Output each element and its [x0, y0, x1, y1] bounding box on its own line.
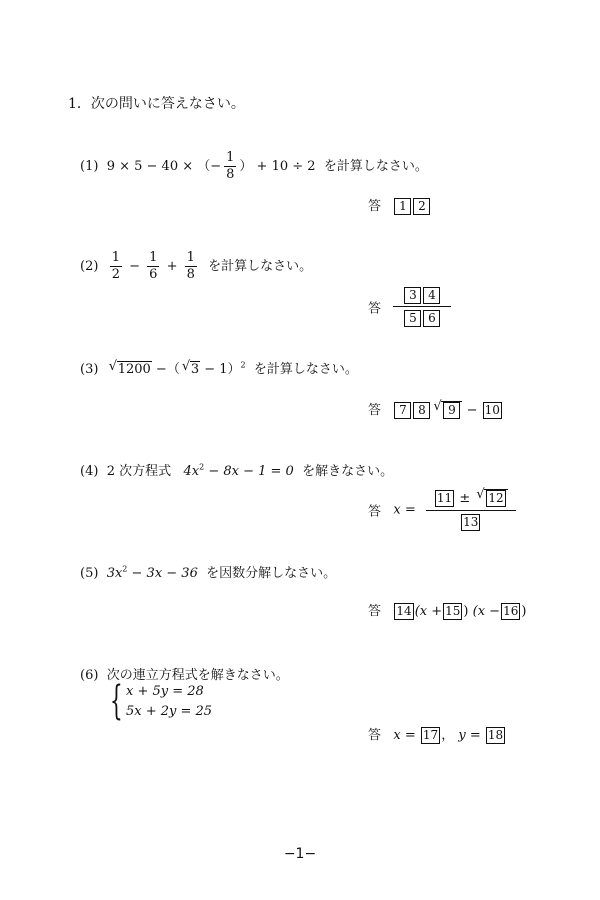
denominator: 6 — [149, 267, 158, 282]
answer-box-3[interactable]: 3 — [404, 287, 421, 304]
square-root — [182, 361, 200, 377]
radical-sign: √ — [108, 359, 117, 374]
answer-lhs: x = — [393, 502, 416, 518]
equation-part: 3x — [106, 566, 123, 581]
answer-box-8[interactable]: 8 — [413, 402, 430, 419]
instruction: 次の連立方程式を解きなさい。 — [106, 668, 289, 683]
question-number: (2) — [80, 259, 99, 274]
separator: ， — [441, 728, 455, 743]
answer-box-6[interactable]: 6 — [423, 310, 440, 327]
answer-label: 答 — [368, 504, 382, 520]
fraction-1 — [110, 250, 122, 283]
square-root — [433, 401, 462, 419]
operator: − — [466, 403, 478, 418]
answer-box-1[interactable]: 1 — [394, 198, 411, 215]
denominator: 8 — [186, 267, 195, 282]
answer-box-12[interactable]: 12 — [488, 491, 504, 505]
expression-part: 9 × 5 − 40 × （− — [106, 159, 222, 174]
instruction: を計算しなさい。 — [208, 259, 313, 274]
factor-close: ) — [521, 604, 527, 619]
answer-1 — [368, 195, 431, 215]
equation-part: 4x — [183, 464, 200, 479]
answer-6 — [368, 724, 506, 744]
answer-box-16[interactable]: 16 — [503, 604, 519, 618]
answer-box-11[interactable]: 11 — [436, 491, 453, 505]
question-3 — [80, 358, 358, 377]
expression-part: ） + 10 ÷ 2 — [239, 159, 316, 174]
answer-box-10[interactable]: 10 — [484, 403, 500, 417]
page-number: −1− — [283, 846, 317, 862]
answer-label: 答 — [368, 728, 382, 743]
x-label: x = — [393, 728, 416, 743]
answer-box-9[interactable]: 9 — [443, 402, 460, 419]
answer-fraction — [426, 489, 516, 531]
system-equation-1: x + 5y = 28 — [126, 684, 204, 699]
instruction: を因数分解しなさい。 — [206, 566, 337, 581]
radicand — [484, 489, 507, 507]
question-5 — [80, 562, 336, 581]
answer-label: 答 — [368, 301, 382, 317]
system-brace: { — [110, 678, 123, 724]
exponent: 2 — [240, 360, 246, 370]
equation-part: − 8x − 1 = 0 — [204, 464, 294, 479]
answer-3 — [368, 399, 503, 419]
numerator: 1 — [111, 250, 120, 265]
answer-box-15[interactable]: 15 — [445, 604, 461, 618]
operator: + — [166, 259, 178, 274]
answer-fraction — [393, 287, 451, 327]
exponent: 2 — [122, 564, 128, 574]
denominator: 2 — [111, 267, 120, 282]
numerator: 1 — [186, 250, 195, 265]
question-4 — [80, 460, 393, 479]
problem-title: 1．次の問いに答えなさい。 — [68, 96, 245, 112]
fraction-3 — [185, 250, 197, 283]
answer-box-2[interactable]: 2 — [413, 198, 430, 215]
answer-box-17[interactable]: 17 — [422, 728, 439, 742]
instruction: を解きなさい。 — [302, 464, 394, 479]
radicand — [441, 401, 462, 419]
denominator — [426, 510, 516, 531]
question-number: (5) — [80, 566, 99, 581]
radicand: 3 — [190, 362, 200, 377]
question-2 — [80, 250, 312, 283]
exponent: 2 — [199, 462, 205, 472]
factor-close: ) — [463, 604, 469, 619]
question-number: (1) — [80, 159, 99, 174]
answer-label: 答 — [368, 604, 382, 619]
question-number: (3) — [80, 362, 99, 377]
question-number: (6) — [80, 668, 99, 683]
factor-open: (x − — [472, 604, 501, 619]
instruction: を計算しなさい。 — [253, 362, 358, 377]
expression-part: − 1） — [200, 362, 241, 377]
numerator — [426, 489, 516, 510]
answer-box-4[interactable]: 4 — [423, 287, 440, 304]
expression-part: −（ — [155, 362, 180, 377]
fraction — [224, 150, 236, 183]
radical-sign: √ — [433, 399, 442, 414]
denominator: 8 — [226, 167, 235, 182]
equation-label: 2 次方程式 — [106, 464, 172, 479]
denominator-boxes — [393, 306, 451, 327]
square-root — [109, 361, 152, 377]
square-root — [476, 489, 507, 507]
answer-box-14[interactable]: 14 — [396, 604, 412, 618]
y-label: y = — [458, 728, 481, 743]
equation-part: − 3x − 36 — [127, 566, 198, 581]
radical-sign: √ — [476, 487, 485, 502]
radicand: 1200 — [117, 362, 151, 377]
operator: − — [129, 259, 141, 274]
numerator: 1 — [149, 250, 158, 265]
answer-4 — [368, 489, 516, 531]
answer-label: 答 — [368, 403, 382, 418]
numerator-boxes — [393, 287, 451, 306]
instruction: を計算しなさい。 — [323, 159, 428, 174]
system-equation-2: 5x + 2y = 25 — [126, 704, 213, 719]
answer-label: 答 — [368, 199, 382, 214]
radical-sign: √ — [181, 359, 191, 374]
answer-box-7[interactable]: 7 — [394, 402, 411, 419]
question-number: (4) — [80, 464, 99, 479]
answer-box-13[interactable]: 13 — [463, 515, 479, 529]
answer-box-5[interactable]: 5 — [404, 310, 421, 327]
fraction-2 — [147, 250, 159, 283]
answer-2 — [368, 287, 451, 327]
answer-5 — [368, 600, 526, 620]
numerator: 1 — [226, 150, 235, 165]
question-1 — [80, 150, 428, 183]
answer-box-18[interactable]: 18 — [487, 728, 504, 742]
plus-minus: ± — [459, 491, 471, 506]
factor-open: (x + — [414, 604, 443, 619]
